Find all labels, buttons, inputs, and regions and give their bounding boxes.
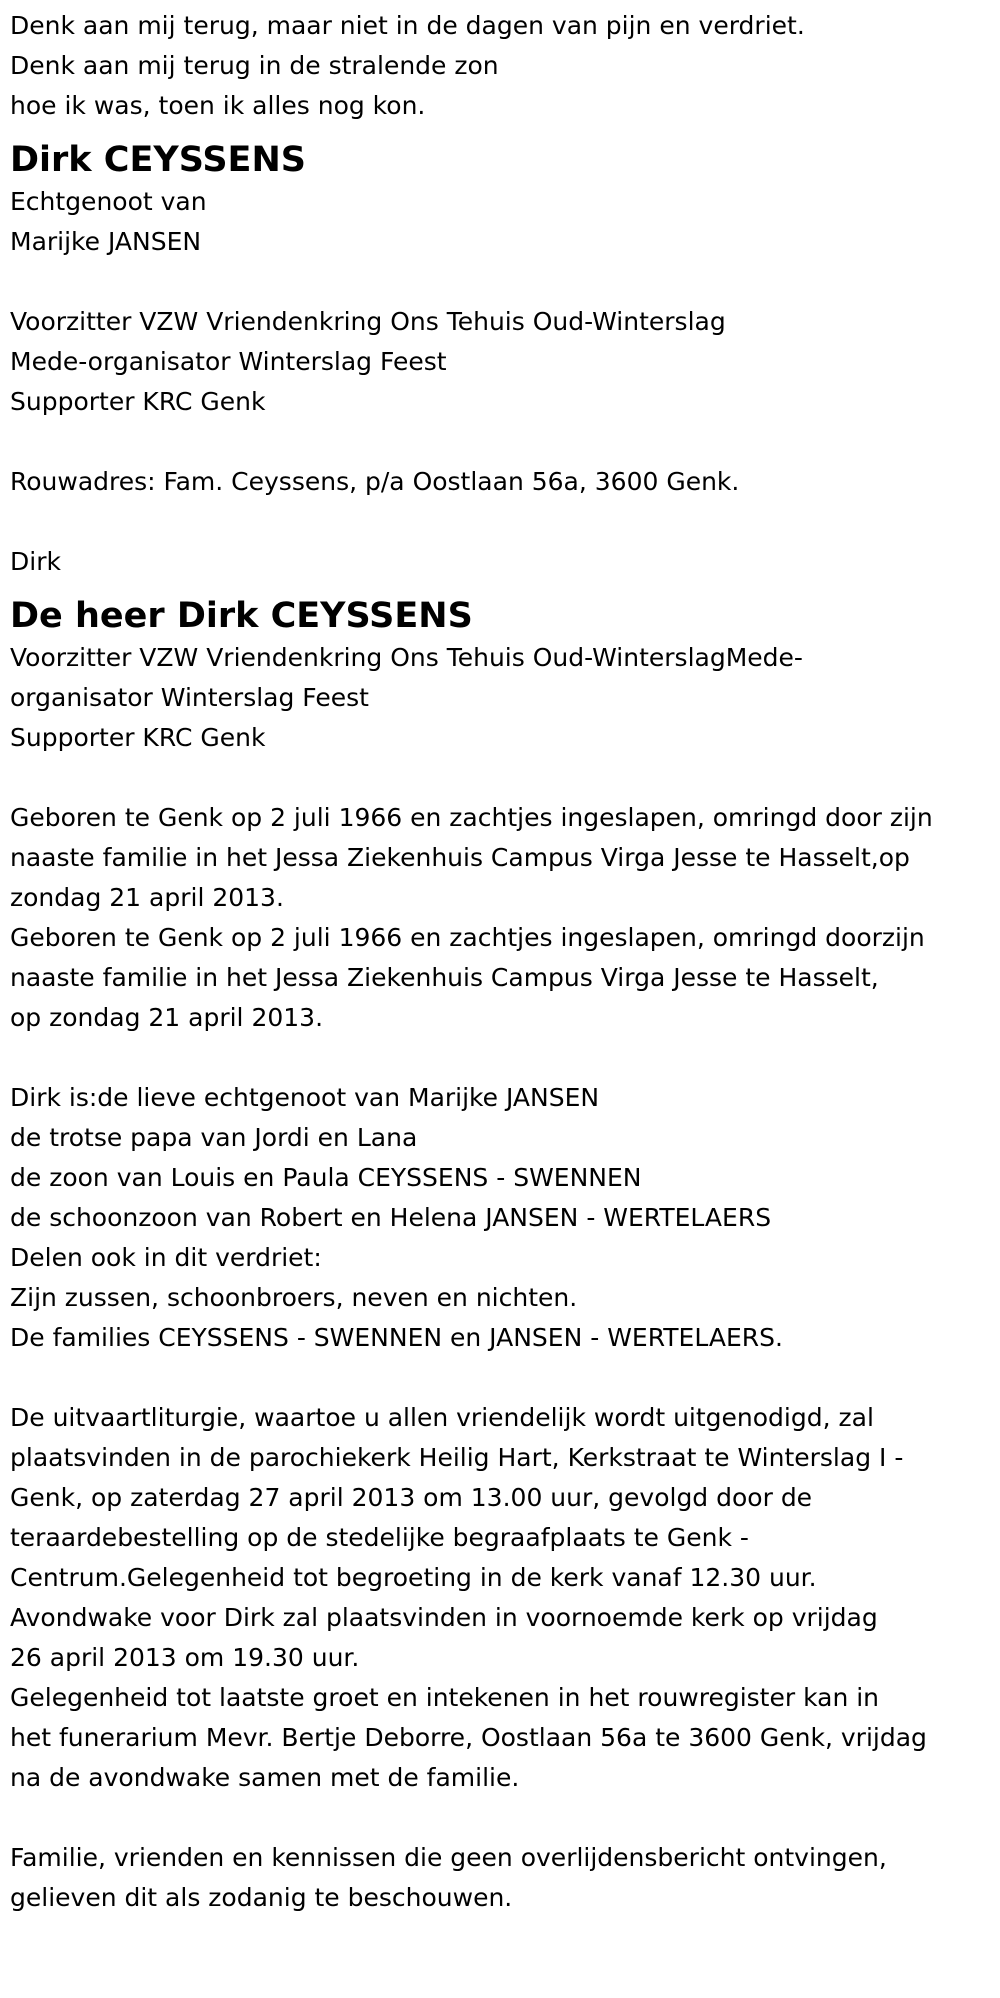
poem-line: Denk aan mij terug in de stralende zon: [10, 51, 499, 80]
birth-line: naaste familie in het Jessa Ziekenhuis Campus Virga Jesse te Hasselt,: [10, 963, 879, 992]
spacer: [10, 422, 990, 462]
full-name-heading: De heer Dirk CEYSSENS: [10, 596, 473, 636]
role-line: Supporter KRC Genk: [10, 723, 266, 752]
deceased-name-heading: Dirk CEYSSENS: [10, 140, 306, 180]
spacer: [10, 262, 990, 302]
birth-line: naaste familie in het Jessa Ziekenhuis Campus Virga Jesse te Hasselt,op: [10, 843, 910, 872]
section-announcement: [10, 140, 990, 582]
family-line: Zijn zussen, schoonbroers, neven en nichten.: [10, 1283, 578, 1312]
family-line: De families CEYSSENS - SWENNEN en JANSEN - WERTELAERS.: [10, 1323, 783, 1352]
role-line: Supporter KRC Genk: [10, 387, 266, 416]
poem-line: Denk aan mij terug, maar niet in de dagen van pijn en verdriet.: [10, 11, 805, 40]
funeral-line: plaatsvinden in de parochiekerk Heilig Hart, Kerkstraat te Winterslag I -: [10, 1443, 904, 1472]
birth-line: Geboren te Genk op 2 juli 1966 en zachtjes ingeslapen, omringd doorzijn: [10, 923, 925, 952]
birth-line: zondag 21 april 2013.: [10, 883, 284, 912]
funeral-line: het funerarium Mevr. Bertje Deborre, Oostlaan 56a te 3600 Genk, vrijdag: [10, 1723, 927, 1752]
spouse-line: Marijke JANSEN: [10, 227, 202, 256]
mourning-address: Rouwadres: Fam. Ceyssens, p/a Oostlaan 56a, 3600 Genk.: [10, 467, 740, 496]
role-line: Mede-organisator Winterslag Feest: [10, 347, 447, 376]
role-line: organisator Winterslag Feest: [10, 683, 369, 712]
signoff: Dirk: [10, 547, 61, 576]
spacer: [10, 1038, 990, 1078]
funeral-line: Gelegenheid tot laatste groet en intekenen in het rouwregister kan in: [10, 1683, 880, 1712]
spacer: [10, 502, 990, 542]
family-line: de schoonzoon van Robert en Helena JANSEN - WERTELAERS: [10, 1203, 772, 1232]
closing-line: Familie, vrienden en kennissen die geen overlijdensbericht ontvingen,: [10, 1843, 887, 1872]
funeral-line: Genk, op zaterdag 27 april 2013 om 13.00 uur, gevolgd door de: [10, 1483, 813, 1512]
birth-line: op zondag 21 april 2013.: [10, 1003, 324, 1032]
closing-line: gelieven dit als zodanig te beschouwen.: [10, 1883, 513, 1912]
funeral-line: na de avondwake samen met de familie.: [10, 1763, 520, 1792]
spacer: [10, 1798, 990, 1838]
birth-line: Geboren te Genk op 2 juli 1966 en zachtjes ingeslapen, omringd door zijn: [10, 803, 933, 832]
poem: [10, 6, 990, 126]
spacer: [10, 1358, 990, 1398]
role-line: Voorzitter VZW Vriendenkring Ons Tehuis Oud-WinterslagMede-: [10, 643, 803, 672]
family-line: Dirk is:de lieve echtgenoot van Marijke JANSEN: [10, 1083, 600, 1112]
section-details: [10, 596, 990, 1918]
role-line: Voorzitter VZW Vriendenkring Ons Tehuis Oud-Winterslag: [10, 307, 726, 336]
obituary-document: [10, 6, 990, 1918]
family-line: de zoon van Louis en Paula CEYSSENS - SWENNEN: [10, 1163, 642, 1192]
spacer: [10, 758, 990, 798]
poem-line: hoe ik was, toen ik alles nog kon.: [10, 91, 426, 120]
funeral-line: Avondwake voor Dirk zal plaatsvinden in voornoemde kerk op vrijdag: [10, 1603, 878, 1632]
family-line: de trotse papa van Jordi en Lana: [10, 1123, 418, 1152]
spouse-line: Echtgenoot van: [10, 187, 207, 216]
funeral-line: De uitvaartliturgie, waartoe u allen vriendelijk wordt uitgenodigd, zal: [10, 1403, 874, 1432]
family-line: Delen ook in dit verdriet:: [10, 1243, 322, 1272]
funeral-line: 26 april 2013 om 19.30 uur.: [10, 1643, 360, 1672]
funeral-line: Centrum.Gelegenheid tot begroeting in de kerk vanaf 12.30 uur.: [10, 1563, 817, 1592]
funeral-line: teraardebestelling op de stedelijke begraafplaats te Genk -: [10, 1523, 749, 1552]
